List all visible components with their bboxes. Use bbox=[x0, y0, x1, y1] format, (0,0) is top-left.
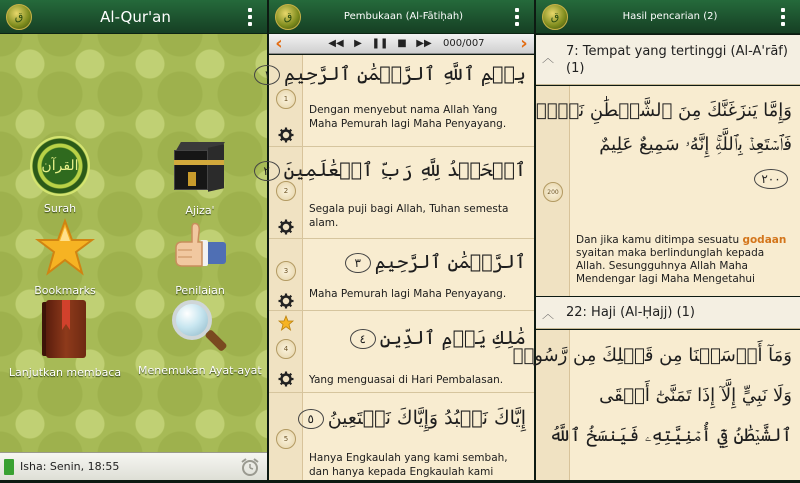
collapse-caret-icon[interactable]: ︿ bbox=[542, 51, 555, 65]
verse-translation: Hanya Engkaulah yang kami sembah, dan hanya kepada Engkaulah kami bbox=[309, 452, 508, 478]
verse-arabic: وَمَآ أَرۡسَلۡنَا مِن قَبۡلِكَ مِن رَّسُولٖ وَلَا نَبِيٍّ إِلَّآ إِذَا تَمَنَّىٰٓ أَلۡقَى ٱلشَّيۡطَٰنُ فِيٓ أُمۡنِيَّتِهِۦ فَيَنسَخُ ٱللَّهُ bbox=[512, 345, 792, 446]
verse-arabic: وَإِمَّا يَنزَغَنَّكَ مِنَ ٱلشَّيۡطَٰنِ نَزۡغٞ فَٱسۡتَعِذۡ بِٱللَّهِۚ إِنَّهُۥ سَمِيعٌ عَلِيمٌ ٢٠٠ bbox=[576, 94, 792, 196]
quran-seal-icon: القرآن bbox=[30, 136, 90, 196]
result-group-header[interactable] bbox=[536, 297, 800, 329]
gear-icon[interactable] bbox=[278, 127, 294, 143]
reader-action-bar bbox=[269, 0, 534, 34]
verse-translation: Dengan menyebut nama Allah Yang Maha Pemurah lagi Maha Penyayang. bbox=[309, 104, 507, 130]
verse-item[interactable] bbox=[263, 55, 534, 147]
verse-end-mark: ٢٠٠ bbox=[754, 169, 788, 189]
thumbs-up-icon bbox=[170, 218, 230, 278]
verse-counter: 000/007 bbox=[443, 38, 485, 49]
menu-penilaian-label: Penilaian bbox=[175, 284, 225, 297]
prayer-time-text: Isha: Senin, 18:55 bbox=[20, 460, 120, 473]
menu-bookmarks-label: Bookmarks bbox=[34, 284, 96, 297]
verse-translation: Maha Pemurah lagi Maha Penyayang. bbox=[309, 288, 507, 300]
menu-lanjutkan[interactable] bbox=[5, 296, 125, 379]
search-results-screen bbox=[512, 0, 800, 480]
verse-number-badge: 4 bbox=[276, 339, 296, 359]
home-screen bbox=[0, 0, 267, 480]
fast-forward-button[interactable]: ▶▶ bbox=[416, 38, 432, 49]
gear-icon[interactable] bbox=[278, 219, 294, 235]
verse-translation: Dan jika kamu ditimpa sesuatu godaan syaitan maka berlindunglah kepada Allah. Sesungguhnya Allah Maha Mendengar lagi Maha Mengetahui bbox=[576, 234, 787, 285]
star-icon bbox=[35, 218, 95, 278]
search-highlight: godaan bbox=[742, 234, 787, 246]
verse-arabic: ٱلۡحَمۡدُ لِلَّهِ رَبِّ ٱلۡعَٰلَمِينَ٢ bbox=[309, 159, 526, 181]
search-result-item[interactable] bbox=[512, 330, 800, 480]
result-group-title: 22: Haji (Al-Ḥajj) (1) bbox=[566, 305, 696, 320]
play-button[interactable]: ▶ bbox=[354, 38, 362, 49]
kaaba-icon bbox=[174, 138, 226, 194]
home-menu-grid bbox=[0, 34, 267, 452]
gear-icon[interactable] bbox=[278, 371, 294, 387]
menu-ajiza-label: Ajiza' bbox=[185, 204, 215, 217]
menu-surah-label: Surah bbox=[43, 202, 77, 215]
overflow-menu-icon[interactable] bbox=[239, 8, 261, 26]
app-logo-icon[interactable]: ق bbox=[542, 4, 568, 30]
overflow-menu-icon[interactable] bbox=[772, 8, 794, 26]
status-indicator-icon bbox=[4, 459, 14, 475]
overflow-menu-icon[interactable] bbox=[506, 8, 528, 26]
verse-end-mark: ٣ bbox=[345, 253, 371, 273]
verse-end-mark: ٥ bbox=[298, 409, 324, 429]
verse-translation: Yang menguasai di Hari Pembalasan. bbox=[309, 374, 504, 386]
book-icon bbox=[42, 300, 88, 358]
verse-end-mark: ١ bbox=[254, 65, 280, 85]
search-action-bar bbox=[536, 0, 800, 34]
verse-number-badge: 3 bbox=[276, 261, 296, 281]
menu-ajiza[interactable] bbox=[140, 134, 260, 217]
surah-title: Pembukaan (Al-Fātiḥah) bbox=[343, 11, 464, 22]
verse-item[interactable] bbox=[269, 393, 534, 483]
verse-arabic: إِيَّاكَ نَعۡبُدُ وَإِيَّاكَ نَسۡتَعِينُ٥ bbox=[309, 407, 526, 429]
search-title: Hasil pencarian (2) bbox=[622, 11, 718, 22]
previous-surah-arrow-icon[interactable]: ‹ bbox=[275, 32, 283, 54]
next-surah-arrow-icon[interactable]: › bbox=[520, 32, 528, 54]
verse-end-mark: ٢ bbox=[254, 161, 280, 181]
app-logo-icon[interactable]: ق bbox=[6, 4, 32, 30]
gear-icon[interactable] bbox=[278, 293, 294, 309]
verse-arabic: بِسۡمِ ٱللَّهِ ٱلرَّحۡمَٰنِ ٱلرَّحِيمِ١ bbox=[309, 63, 526, 85]
magnifier-icon bbox=[168, 298, 228, 358]
stop-button[interactable]: ■ bbox=[397, 38, 407, 49]
collapse-caret-icon[interactable]: ︿ bbox=[542, 307, 555, 321]
bookmark-star-icon[interactable] bbox=[278, 315, 294, 331]
verse-end-mark: ٤ bbox=[350, 329, 376, 349]
verse-item[interactable] bbox=[269, 311, 534, 393]
menu-menemukan-label: Menemukan Ayat-ayat bbox=[138, 364, 262, 377]
audio-player bbox=[269, 34, 534, 54]
verse-arabic: مَٰلِكِ يَوۡمِ ٱلدِّينِ٤ bbox=[309, 327, 526, 349]
verse-item[interactable] bbox=[269, 239, 534, 311]
verse-number-badge: 5 bbox=[276, 429, 296, 449]
menu-bookmarks[interactable] bbox=[5, 216, 125, 297]
rewind-button[interactable]: ◀◀ bbox=[328, 38, 344, 49]
menu-lanjutkan-label: Lanjutkan membaca bbox=[8, 366, 122, 379]
home-action-bar bbox=[0, 0, 267, 34]
home-title: Al-Qur'an bbox=[100, 7, 171, 26]
result-group-title: 7: Tempat yang tertinggi (Al-A'rāf) (1) bbox=[566, 44, 788, 76]
menu-surah[interactable] bbox=[0, 134, 120, 215]
pause-button[interactable]: ❚❚ bbox=[371, 38, 389, 49]
verse-number-badge: 200 bbox=[543, 182, 563, 202]
verse-translation: Segala puji bagi Allah, Tuhan semesta alam. bbox=[309, 203, 509, 229]
prayer-status-bar[interactable] bbox=[0, 452, 267, 480]
menu-menemukan[interactable] bbox=[138, 296, 262, 377]
menu-penilaian[interactable] bbox=[140, 216, 260, 297]
verse-arabic: ٱلرَّحۡمَٰنِ ٱلرَّحِيمِ٣ bbox=[309, 251, 526, 273]
search-result-item[interactable] bbox=[536, 86, 800, 296]
verse-number-badge: 1 bbox=[276, 89, 296, 109]
verse-item[interactable] bbox=[263, 147, 534, 239]
alarm-clock-icon[interactable] bbox=[239, 456, 261, 478]
verse-number-badge: 2 bbox=[276, 181, 296, 201]
reader-screen bbox=[263, 0, 534, 480]
verse-list bbox=[263, 55, 534, 480]
result-group-header[interactable] bbox=[536, 35, 800, 85]
app-logo-icon[interactable]: ق bbox=[275, 4, 301, 30]
